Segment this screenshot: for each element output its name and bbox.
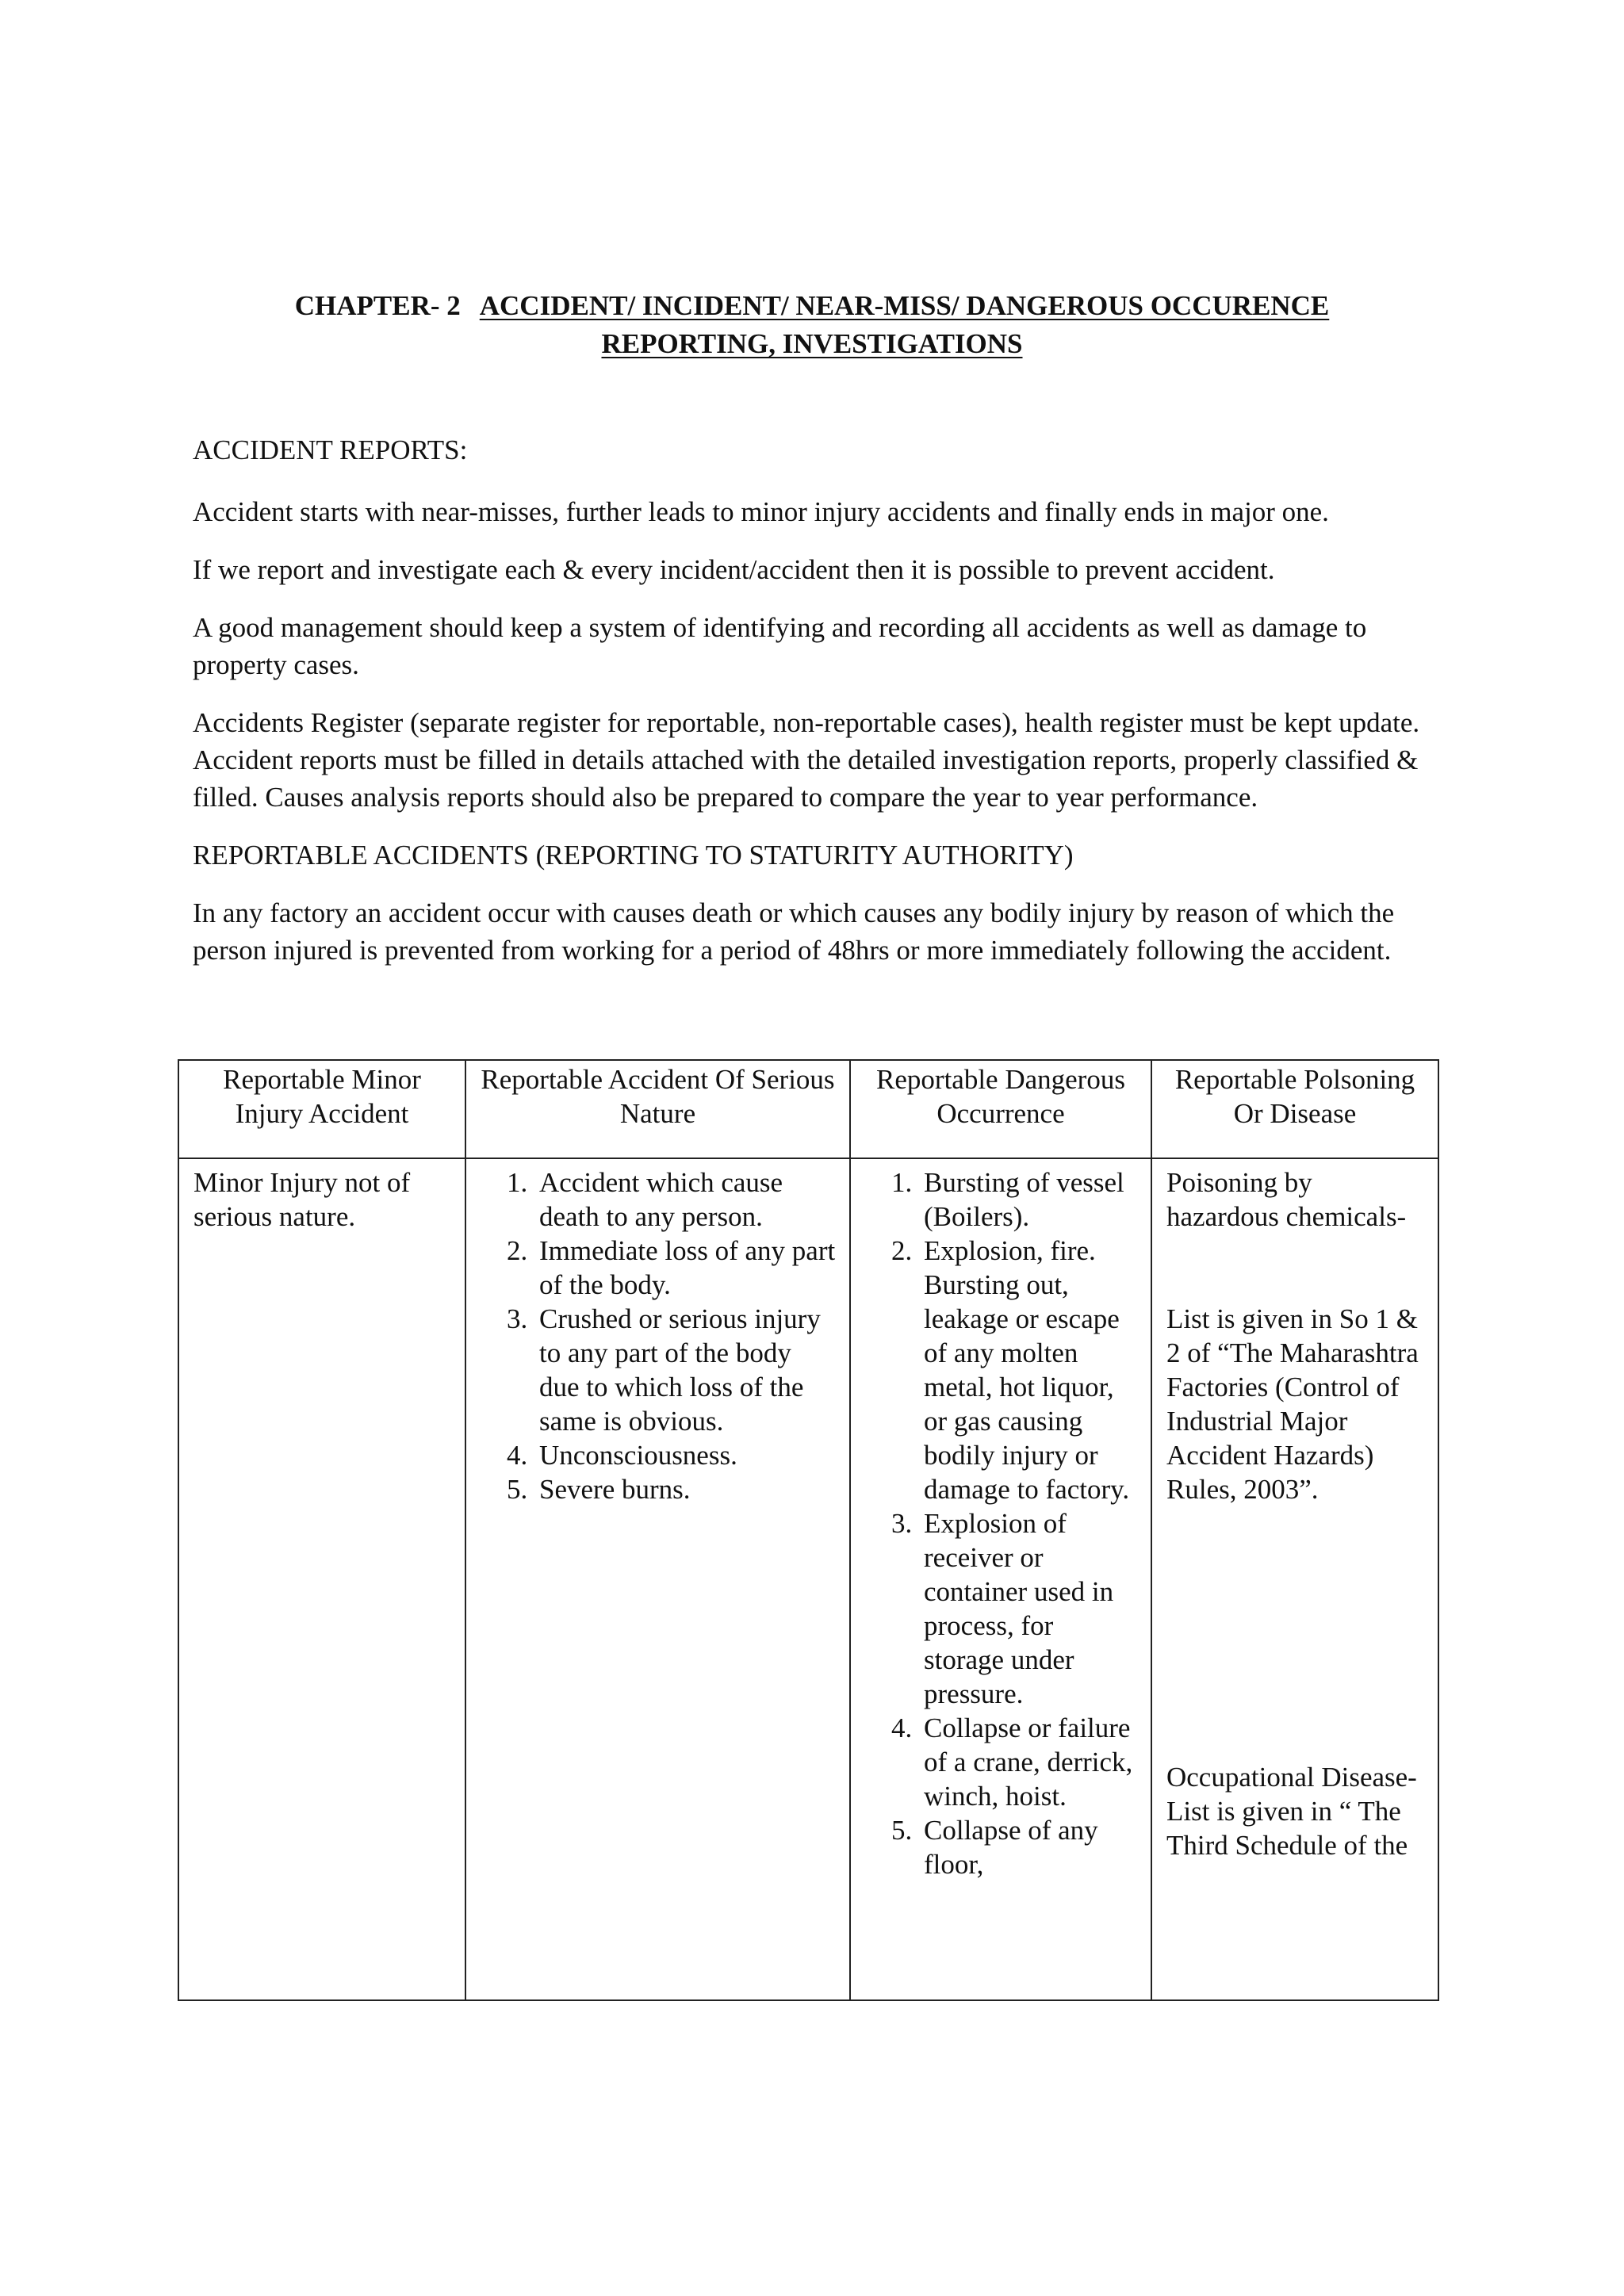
serious-nature-list: [481, 1165, 838, 1506]
minor-injury-text: Minor Injury not of serious nature.: [193, 1167, 411, 1232]
accident-reports-heading: ACCIDENT REPORTS:: [193, 434, 468, 465]
dangerous-occurrence-list: [865, 1165, 1139, 1881]
paragraph: Accident starts with near-misses, further leads to minor injury accidents and finally ends in major one.: [193, 496, 1329, 527]
list-item: 5. Collapse of any floor,: [919, 1813, 1139, 1881]
list-item: 3. Crushed or serious injury to any part of the body due to which loss of the same is obvious.: [534, 1302, 838, 1438]
paragraph: If we report and investigate each & every incident/accident then it is possible to prevent accident.: [193, 554, 1275, 585]
list-item: 2. Immediate loss of any part of the body.: [534, 1234, 838, 1302]
chapter-subtitle-text: REPORTING, INVESTIGATIONS: [601, 328, 1023, 359]
serious-nature-cell: [465, 1158, 850, 2000]
table-header-row: [178, 1060, 1438, 1158]
chapter-title-line-1: [178, 287, 1446, 325]
table-header-cell: Reportable Dangerous Occurrence: [850, 1060, 1151, 1158]
list-item: 4. Collapse or failure of a crane, derrick, winch, hoist.: [919, 1711, 1139, 1813]
list-item: 4. Unconsciousness.: [534, 1438, 838, 1472]
table-header-cell: Reportable Polsoning Or Disease: [1151, 1060, 1438, 1158]
table-row: [178, 1158, 1438, 2000]
accident-reports-body: [193, 493, 1446, 989]
list-item: 1. Accident which cause death to any person.: [534, 1165, 838, 1234]
list-item: 1. Bursting of vessel (Boilers).: [919, 1165, 1139, 1234]
hazards-rules-text: List is given in So 1 & 2 of “The Maharashtra Factories (Control of Industrial Major Accident Hazards) Rules, 2003”.: [1166, 1303, 1419, 1505]
chapter-number: CHAPTER- 2: [294, 290, 461, 321]
table-header-cell: Reportable Minor Injury Accident: [178, 1060, 465, 1158]
list-item: 5. Severe burns.: [534, 1472, 838, 1506]
poisoning-disease-cell: [1151, 1158, 1438, 2000]
occupational-disease-text: Occupational Disease- List is given in “ The Third Schedule of the: [1166, 1762, 1417, 1861]
reportable-accidents-table: [178, 1059, 1439, 2001]
list-item: 3. Explosion of receiver or container used in process, for storage under pressure.: [919, 1506, 1139, 1711]
paragraph: Accidents Register (separate register for reportable, non-reportable cases), health register must be kept update. Accident reports must be filled in details attached with the detailed investigation reports, properly classified & filled. Causes analysis reports should also be prepared to compare the year to year performance.: [193, 707, 1420, 813]
chapter-title: [178, 287, 1446, 363]
table-header-cell: Reportable Accident Of Serious Nature: [465, 1060, 850, 1158]
paragraph: A good management should keep a system of identifying and recording all accidents as well as damage to property cases.: [193, 612, 1367, 680]
reportable-accidents-heading: REPORTABLE ACCIDENTS (REPORTING TO STATURITY AUTHORITY): [193, 840, 1074, 871]
reportable-accidents-paragraph: In any factory an accident occur with causes death or which causes any bodily injury by reason of which the person injured is prevented from working for a period of 48hrs or more immediately following the accident.: [193, 897, 1395, 966]
chapter-title-text: ACCIDENT/ INCIDENT/ NEAR-MISS/ DANGEROUS OCCURENCE: [479, 290, 1330, 321]
list-item: 2. Explosion, fire. Bursting out, leakage or escape of any molten metal, hot liquor, or gas causing bodily injury or damage to factory.: [919, 1234, 1139, 1506]
dangerous-occurrence-cell: [850, 1158, 1151, 2000]
chapter-title-line-2: [178, 325, 1446, 363]
poisoning-text: Poisoning by hazardous chemicals-: [1166, 1167, 1407, 1232]
minor-injury-cell: [178, 1158, 465, 2000]
